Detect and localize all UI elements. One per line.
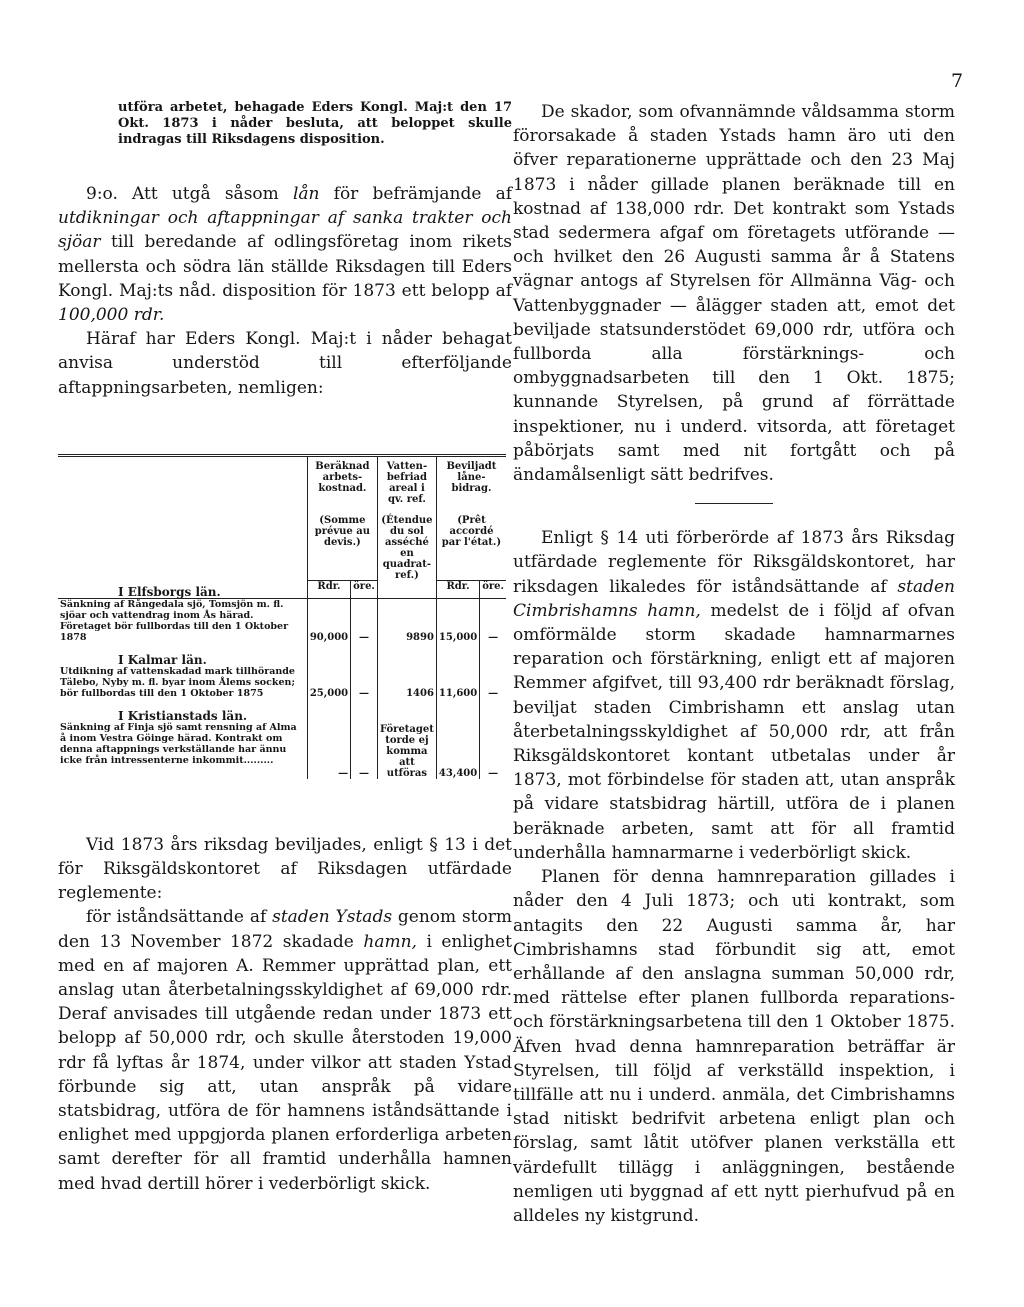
row-bidrag-ore: — xyxy=(480,722,506,779)
text: för befrämjande af xyxy=(333,184,512,204)
text: i enlighet med en af majoren A. Remmer upprättad plan, ett anslag utan återbetalningsskyldighet af 69,000 rdr. Deraf anvisades till utgående redan under 1873 ett belopp af 50,000 rdr, och skulle återstoden 19,000 rdr få lyftas år 1874, under vilkor att staden Ystad förbunde sig att, utan anspråk på vidare statsbidrag, utföra de för hamnens iståndsättande i enlighet med uppgjorda planen erforderliga arbeten samt derefter för all framtid underhålla hamnen med hvad dertill hörer i vederbörligt skick. xyxy=(58,931,512,1194)
paragraph-ystad xyxy=(58,905,512,1195)
table-row xyxy=(58,722,506,779)
text: staden Ystads xyxy=(272,907,393,928)
text: lån xyxy=(292,184,320,204)
row-kostnad: 90,000 xyxy=(307,598,350,643)
lan-heading: I Elfsborgs län. xyxy=(118,584,221,599)
ore-label: öre. xyxy=(480,581,506,599)
paragraph-vid: Vid 1873 års riksdag beviljades, enligt § 13 i det för Riksgäldskontoret af Riksdagen utfärdade reglemente: xyxy=(58,834,512,904)
paragraph-9 xyxy=(58,182,512,327)
col-head-beviljadt: Beviljadt låne-bidrag. xyxy=(436,455,506,505)
text: till beredande af odlingsföretag inom rikets mellersta och södra län ställde Riksdagen till Eders Kongl. Maj:ts nåd. disposition för 1873 ett belopp af xyxy=(58,232,513,301)
paragraph-ystad-damage: De skador, som ofvannämnde våldsamma storm förorsakade å staden Ystads hamn äro uti den öfver reparationerne upprättade och den 23 Maj 1873 i nåder gillade planen beräknade till en kostnad af 138,000 rdr. Det kontrakt som Ystads stad sedermera afgaf om företagets utförande — och hvilket den 26 Augusti samma år å Statens vägnar antogs af Styrelsen för Allmänna Väg- och Vattenbyggnader — ålägger staden att, emot det beviljade statsunderstödet 69,000 rdr, utföra och fullborda alla förstärknings- och ombyggnadsarbeten till den 1 Okt. 1875; kunnande Styrelsen, på grund af förrättade inspektioner, nu i underd. vitsorda, att företaget påbörjats samt med nit fortgått och på ändamålsenligt sätt bedrifves. xyxy=(513,102,955,486)
text: genom storm den 13 November 1872 skadade xyxy=(58,907,513,952)
text: 9:o. Att utgå såsom xyxy=(86,184,279,204)
rdr-label: Rdr. xyxy=(307,581,350,599)
text: Enligt § 14 uti förberörde af 1873 års Riksdag utfärdade reglemente för Riksgäldskontoret, har riksdagen likaledes för iståndsättande af xyxy=(513,528,955,597)
row-bidrag: 11,600 xyxy=(436,666,479,699)
lan-heading: I Kalmar län. xyxy=(118,652,207,667)
aftappning-table xyxy=(58,454,506,779)
row-bidrag: 43,400 xyxy=(436,722,479,779)
row-description: Sänkning af Finja sjö samt rensning af Alma å inom Vestra Göinge härad. Kontrakt om denna aftappnings verkställande har ännu icke från intressenterne inkommit......... xyxy=(60,721,297,766)
row-description: Utdikning af vattenskadad mark tillhörande Tälebo, Nyby m. fl. byar inom Ålems socken; bör fullbordas till den 1 Oktober 1875 xyxy=(60,665,295,699)
intro-text: utföra arbetet, behagade Eders Kongl. Maj:t den 17 Okt. 1873 i nåder besluta, att beloppet skulle indragas till Riksdagens disposition. xyxy=(118,100,512,147)
left-column xyxy=(58,100,512,1196)
col-head-beviljadt-fr: (Prêt accordé par l'état.) xyxy=(436,505,506,581)
col-head-beraknad-fr: (Somme prévue au devis.) xyxy=(307,505,377,581)
text: utdikningar och aftappningar af sanka trakter och sjöar xyxy=(58,208,512,253)
row-areal-note: Företaget torde ej komma att utföras xyxy=(377,722,436,779)
text: staden Cimbrishamns hamn, xyxy=(513,576,956,621)
paragraph-cimbrishamn xyxy=(513,526,955,865)
lan-heading: I Kristianstads län. xyxy=(118,708,248,723)
col-head-beraknad: Beräknad arbets-kostnad. xyxy=(307,455,377,505)
paragraph-plan: Planen för denna hamnreparation gillades i nåder den 4 Juli 1873; och uti kontrakt, som antagits den 22 Augusti samma år, har Cimbrishamns stad förbundit sig att, emot erhållande af den anslagna summan 50,000 rdr, med rättelse efter planen fullborda reparations- och förstärkningsarbetena till den 1 Oktober 1875. Äfven hvad denna hamnreparation beträffar är Styrelsen, till följd af verkställd inspektion, i tillfälle att nu i underd. anmäla, det Cimbrishamns stad nitiskt bedrifvit arbetena enligt plan och förslag, samt låtit utöfver planen verkställa ett värdefullt tillägg i anläggningen, bestående nemligen uti byggnad af ett nytt pierhufvud på en alldeles ny kistgrund. xyxy=(513,867,955,1226)
text: hamn, xyxy=(363,931,417,952)
row-kostnad-ore: — xyxy=(351,598,378,643)
text: för iståndsättande af xyxy=(86,907,267,928)
row-description: Sänkning af Rångedala sjö, Tomsjön m. fl. sjöar och vattendrag inom Ås härad. Företaget bör fullbordas till den 1 Oktober 1878 xyxy=(60,598,289,643)
page-number: 7 xyxy=(951,70,964,92)
row-bidrag-ore: — xyxy=(480,666,506,699)
row-bidrag: 15,000 xyxy=(436,598,479,643)
ore-label: öre. xyxy=(351,581,378,599)
table-row xyxy=(58,666,506,699)
row-kostnad: 25,000 xyxy=(307,666,350,699)
row-areal: 9890 xyxy=(377,598,436,643)
col-head-vatten: Vatten-befriad areal i qv. ref. xyxy=(377,455,436,505)
col-head-vatten-fr: (Étendue du sol asséché en quadrat-ref.) xyxy=(377,505,436,581)
rdr-label: Rdr. xyxy=(436,581,479,599)
row-kostnad-ore: — xyxy=(351,722,378,779)
row-kostnad-ore: — xyxy=(351,666,378,699)
divider xyxy=(695,503,773,504)
row-bidrag-ore: — xyxy=(480,598,506,643)
row-areal: 1406 xyxy=(377,666,436,699)
paragraph-9b: Häraf har Eders Kongl. Maj:t i nåder behagat anvisa understöd till efterföljande aftappningsarbeten, nemligen: xyxy=(58,329,512,398)
text: 100,000 rdr. xyxy=(58,305,165,326)
right-column xyxy=(513,100,955,1228)
row-kostnad: — xyxy=(307,722,350,779)
text: medelst de i följd af ofvan omförmälde storm skadade hamnarmarnes reparation och förstärkning, enligt ett af majoren Remmer afgifvet, till 93,400 rdr beräknadt förslag, beviljat staden Cimbrishamn ett anslag utan återbetalningsskyldighet af 50,000 rdr, att från Riksgäldskontoret kontant utbetalas under år 1873, mot förbindelse för staden att, utan anspråk på vidare statsbidrag härtill, utföra de i planen beräknade arbeten, samt att för all framtid underhålla hamnarmarne i vederbörligt skick. xyxy=(513,600,955,863)
table-row xyxy=(58,598,506,643)
